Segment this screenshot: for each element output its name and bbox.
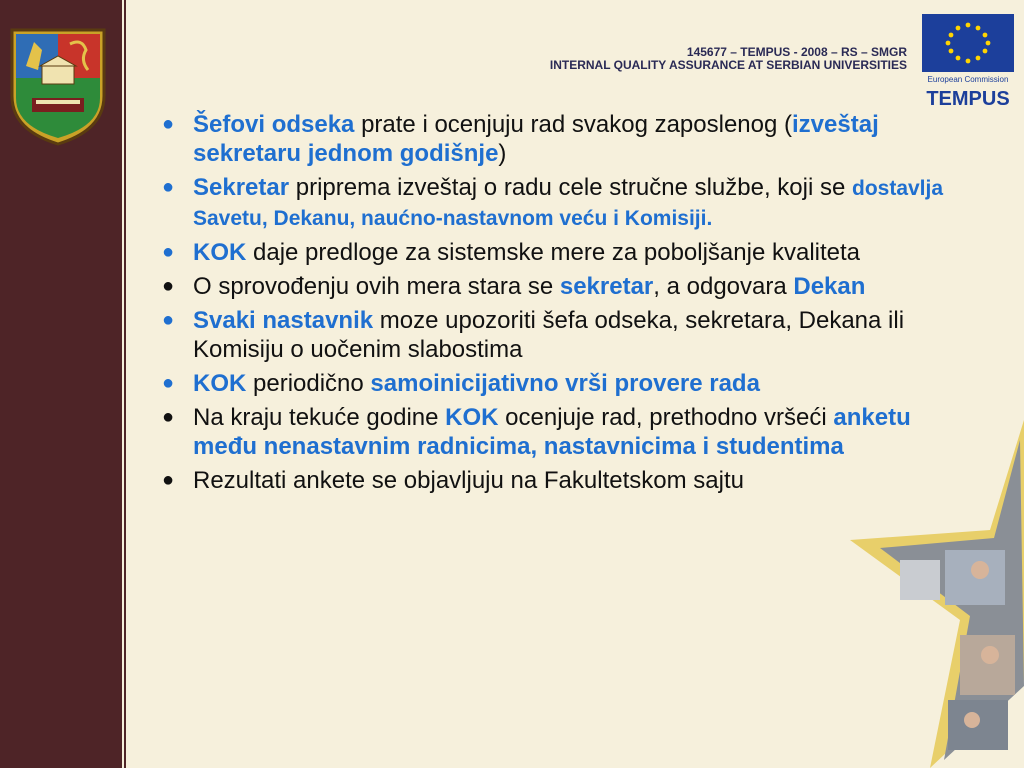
bullet-dot-icon: ● [162, 372, 175, 394]
bullet-dot-icon: ● [162, 241, 175, 263]
highlighted-text: Sekretar [193, 174, 290, 201]
bullet-item [160, 110, 970, 168]
bullet-text: priprema izveštaj o radu cele stručne službe, koji se [289, 174, 852, 201]
bullet-text: Na kraju tekuće godine [193, 404, 446, 431]
highlighted-text: samoinicijativno vrši provere rada [370, 370, 760, 397]
highlighted-text: Dekan [793, 273, 866, 300]
highlighted-text: Svaki nastavnik [193, 307, 374, 334]
tempus-label: TEMPUS [926, 88, 1010, 110]
header-project-title: INTERNAL QUALITY ASSURANCE AT SERBIAN UNIVERSITIES [549, 58, 907, 72]
bullet-dot-icon: ● [162, 113, 175, 135]
bullet-item [160, 403, 970, 461]
eu-tempus-logo [922, 14, 1014, 110]
sidebar-divider [124, 0, 126, 768]
university-crest-icon [8, 26, 108, 146]
bullet-text: moze upozoriti šefa odseka, sekretara, Dekana ili Komisiju o uočenim slabostima [193, 307, 905, 363]
bullet-item [160, 306, 970, 364]
highlighted-text: Šefovi odseka [193, 111, 355, 138]
bullet-item [160, 466, 970, 495]
bullet-text: , a odgovara [653, 273, 794, 300]
bullet-dot-icon: ● [162, 469, 175, 491]
highlighted-text: izveštaj sekretaru jednom godišnje [193, 111, 879, 167]
bullet-text: periodično [246, 370, 371, 397]
highlighted-text: KOK [445, 404, 499, 431]
bullet-dot-icon: ● [162, 176, 175, 198]
highlighted-text: anketu među nenastavnim radnicima, nastavnicima i studentima [193, 404, 911, 460]
highlighted-text: KOK [193, 370, 247, 397]
bullet-text: ) [498, 140, 507, 167]
highlighted-text: dostavlja Savetu, Dekanu, naućno-nastavnom veću i Komisiji. [193, 177, 944, 230]
bullet-text: daje predloge za sistemske mere za poboljšanje kvaliteta [246, 239, 861, 266]
bullet-dot-icon: ● [162, 406, 175, 428]
highlighted-text: sekretar [559, 273, 654, 300]
bullet-item [160, 173, 970, 233]
bullet-item [160, 272, 970, 301]
bullet-dot-icon: ● [162, 275, 175, 297]
bullet-list [160, 110, 970, 500]
header-project-code: 145677 – TEMPUS - 2008 – RS – SMGR [686, 45, 907, 59]
bullet-item [160, 238, 970, 267]
bullet-text: prate i ocenjuju rad svakog zaposlenog ( [354, 111, 793, 138]
highlighted-text: KOK [193, 239, 247, 266]
eu-commission-label: European Commission [927, 75, 1009, 84]
bullet-text: Rezultati ankete se objavljuju na Fakultetskom sajtu [193, 467, 744, 494]
bullet-text: ocenjuje rad, prethodno vršeći [498, 404, 834, 431]
slide-header [550, 46, 907, 72]
bullet-item [160, 369, 970, 398]
bullet-dot-icon: ● [162, 309, 175, 331]
bullet-text: O sprovođenju ovih mera stara se [193, 273, 560, 300]
